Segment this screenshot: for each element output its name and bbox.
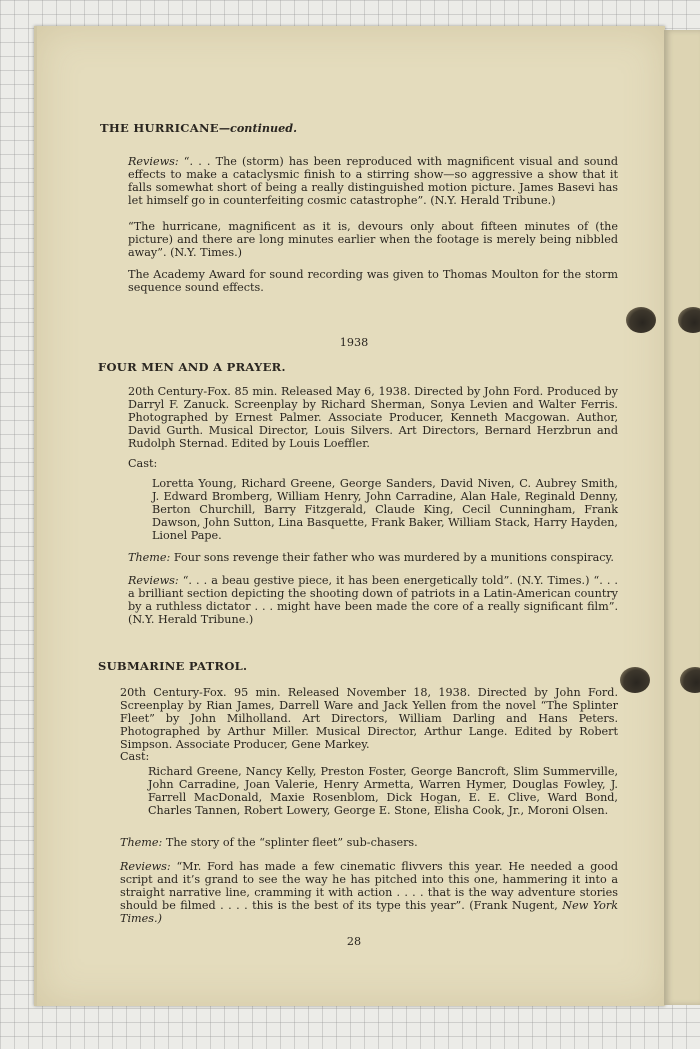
four-men-credits: 20th Century-Fox. 85 min. Released May 6, 1938. Directed by John Ford. Produced by Darryl F. Zanuck. Screenplay by Richard Sherman, Sonya Levien and Walter Ferris. Photographed by Ernest Palmer. Associate Producer, Kenneth Macgowan. Author, David Gurth. Musical Director, Louis Silvers. Art Directors, Bernard Herzbrun and Rudolph Sternad. Edited by Louis Loeffler. [128,385,618,450]
submarine-title: SUBMARINE PATROL. [98,659,248,673]
year-heading: 1938 [339,336,369,349]
hurricane-review-1: Reviews: “. . . The (storm) has been reproduced with magnificent visual and sound effects to make a cataclysmic finish to a stirring show—so aggressive a show that it falls somewhat short of being a really distinguished motion picture. James Basevi has let himself go in counterfeiting cosmic catastrophe”. (N.Y. Herald Tribune.) [128,155,618,207]
page-content [34,0,662,980]
hurricane-review-2: “The hurricane, magnificent as it is, devours only about fifteen minutes of (the picture) and there are long minutes earlier when the footage is merely being nibbled away”. (N.Y. Times.) [128,220,618,259]
punch-hole [678,307,700,333]
hurricane-heading: THE HURRICANE—continued. [100,121,297,135]
four-men-cast: Loretta Young, Richard Greene, George Sanders, David Niven, C. Aubrey Smith, J. Edward Bromberg, William Henry, John Carradine, Alan Hale, Reginald Denny, Berton Churchill, Barry Fitzgerald, Claude King, Cecil Cunningham, Frank Dawson, John Sutton, Lina Basquette, Frank Baker, William Stack, Harry Hayden, Lionel Pape. [152,477,618,542]
page-number: 28 [346,935,362,948]
four-men-cast-label: Cast: [128,457,158,470]
submarine-reviews: Reviews: “Mr. Ford has made a few cinematic flivvers this year. He needed a good script and it’s grand to see the way he has pitched into this one, hammering it into a straight narrative line, cramming it with action . . . . that is the way adventure stories should be filmed . . . . this is the best of its type this year”. (Frank Nugent, New York Times.) [120,860,618,925]
submarine-cast: Richard Greene, Nancy Kelly, Preston Foster, George Bancroft, Slim Summerville, John Carradine, Joan Valerie, Henry Armetta, Warren Hymer, Douglas Fowley, J. Farrell MacDonald, Maxie Rosenblom, Dick Hogan, E. E. Clive, Ward Bond, Charles Tannen, Robert Lowery, George E. Stone, Elisha Cook, Jr., Moroni Olsen. [148,765,618,817]
facing-page-edge [664,30,700,1005]
submarine-credits: 20th Century-Fox. 95 min. Released November 18, 1938. Directed by John Ford. Screenplay by Rian James, Darrell Ware and Jack Yellen from the novel “The Splinter Fleet” by John Milholland. Art Directors, William Darling and Hans Peters. Photographed by Arthur Miller. Musical Director, Arthur Lange. Edited by Robert Simpson. Associate Producer, Gene Markey. [120,686,618,751]
submarine-theme: Theme: The story of the “splinter fleet” sub-chasers. [120,836,418,849]
submarine-cast-label: Cast: [120,750,150,763]
four-men-title: FOUR MEN AND A PRAYER. [98,360,286,374]
four-men-reviews: Reviews: “. . . a beau gestive piece, it has been energetically told”. (N.Y. Times.) “. . . a brilliant section depicting the shooting down of patriots in a Latin-American country by a ruthless dictator . . . might have been made the core of a really significant film”. (N.Y. Herald Tribune.) [128,574,618,626]
hurricane-award-note: The Academy Award for sound recording was given to Thomas Moulton for the storm sequence sound effects. [128,268,618,294]
four-men-theme: Theme: Four sons revenge their father who was murdered by a munitions conspiracy. [128,551,614,564]
